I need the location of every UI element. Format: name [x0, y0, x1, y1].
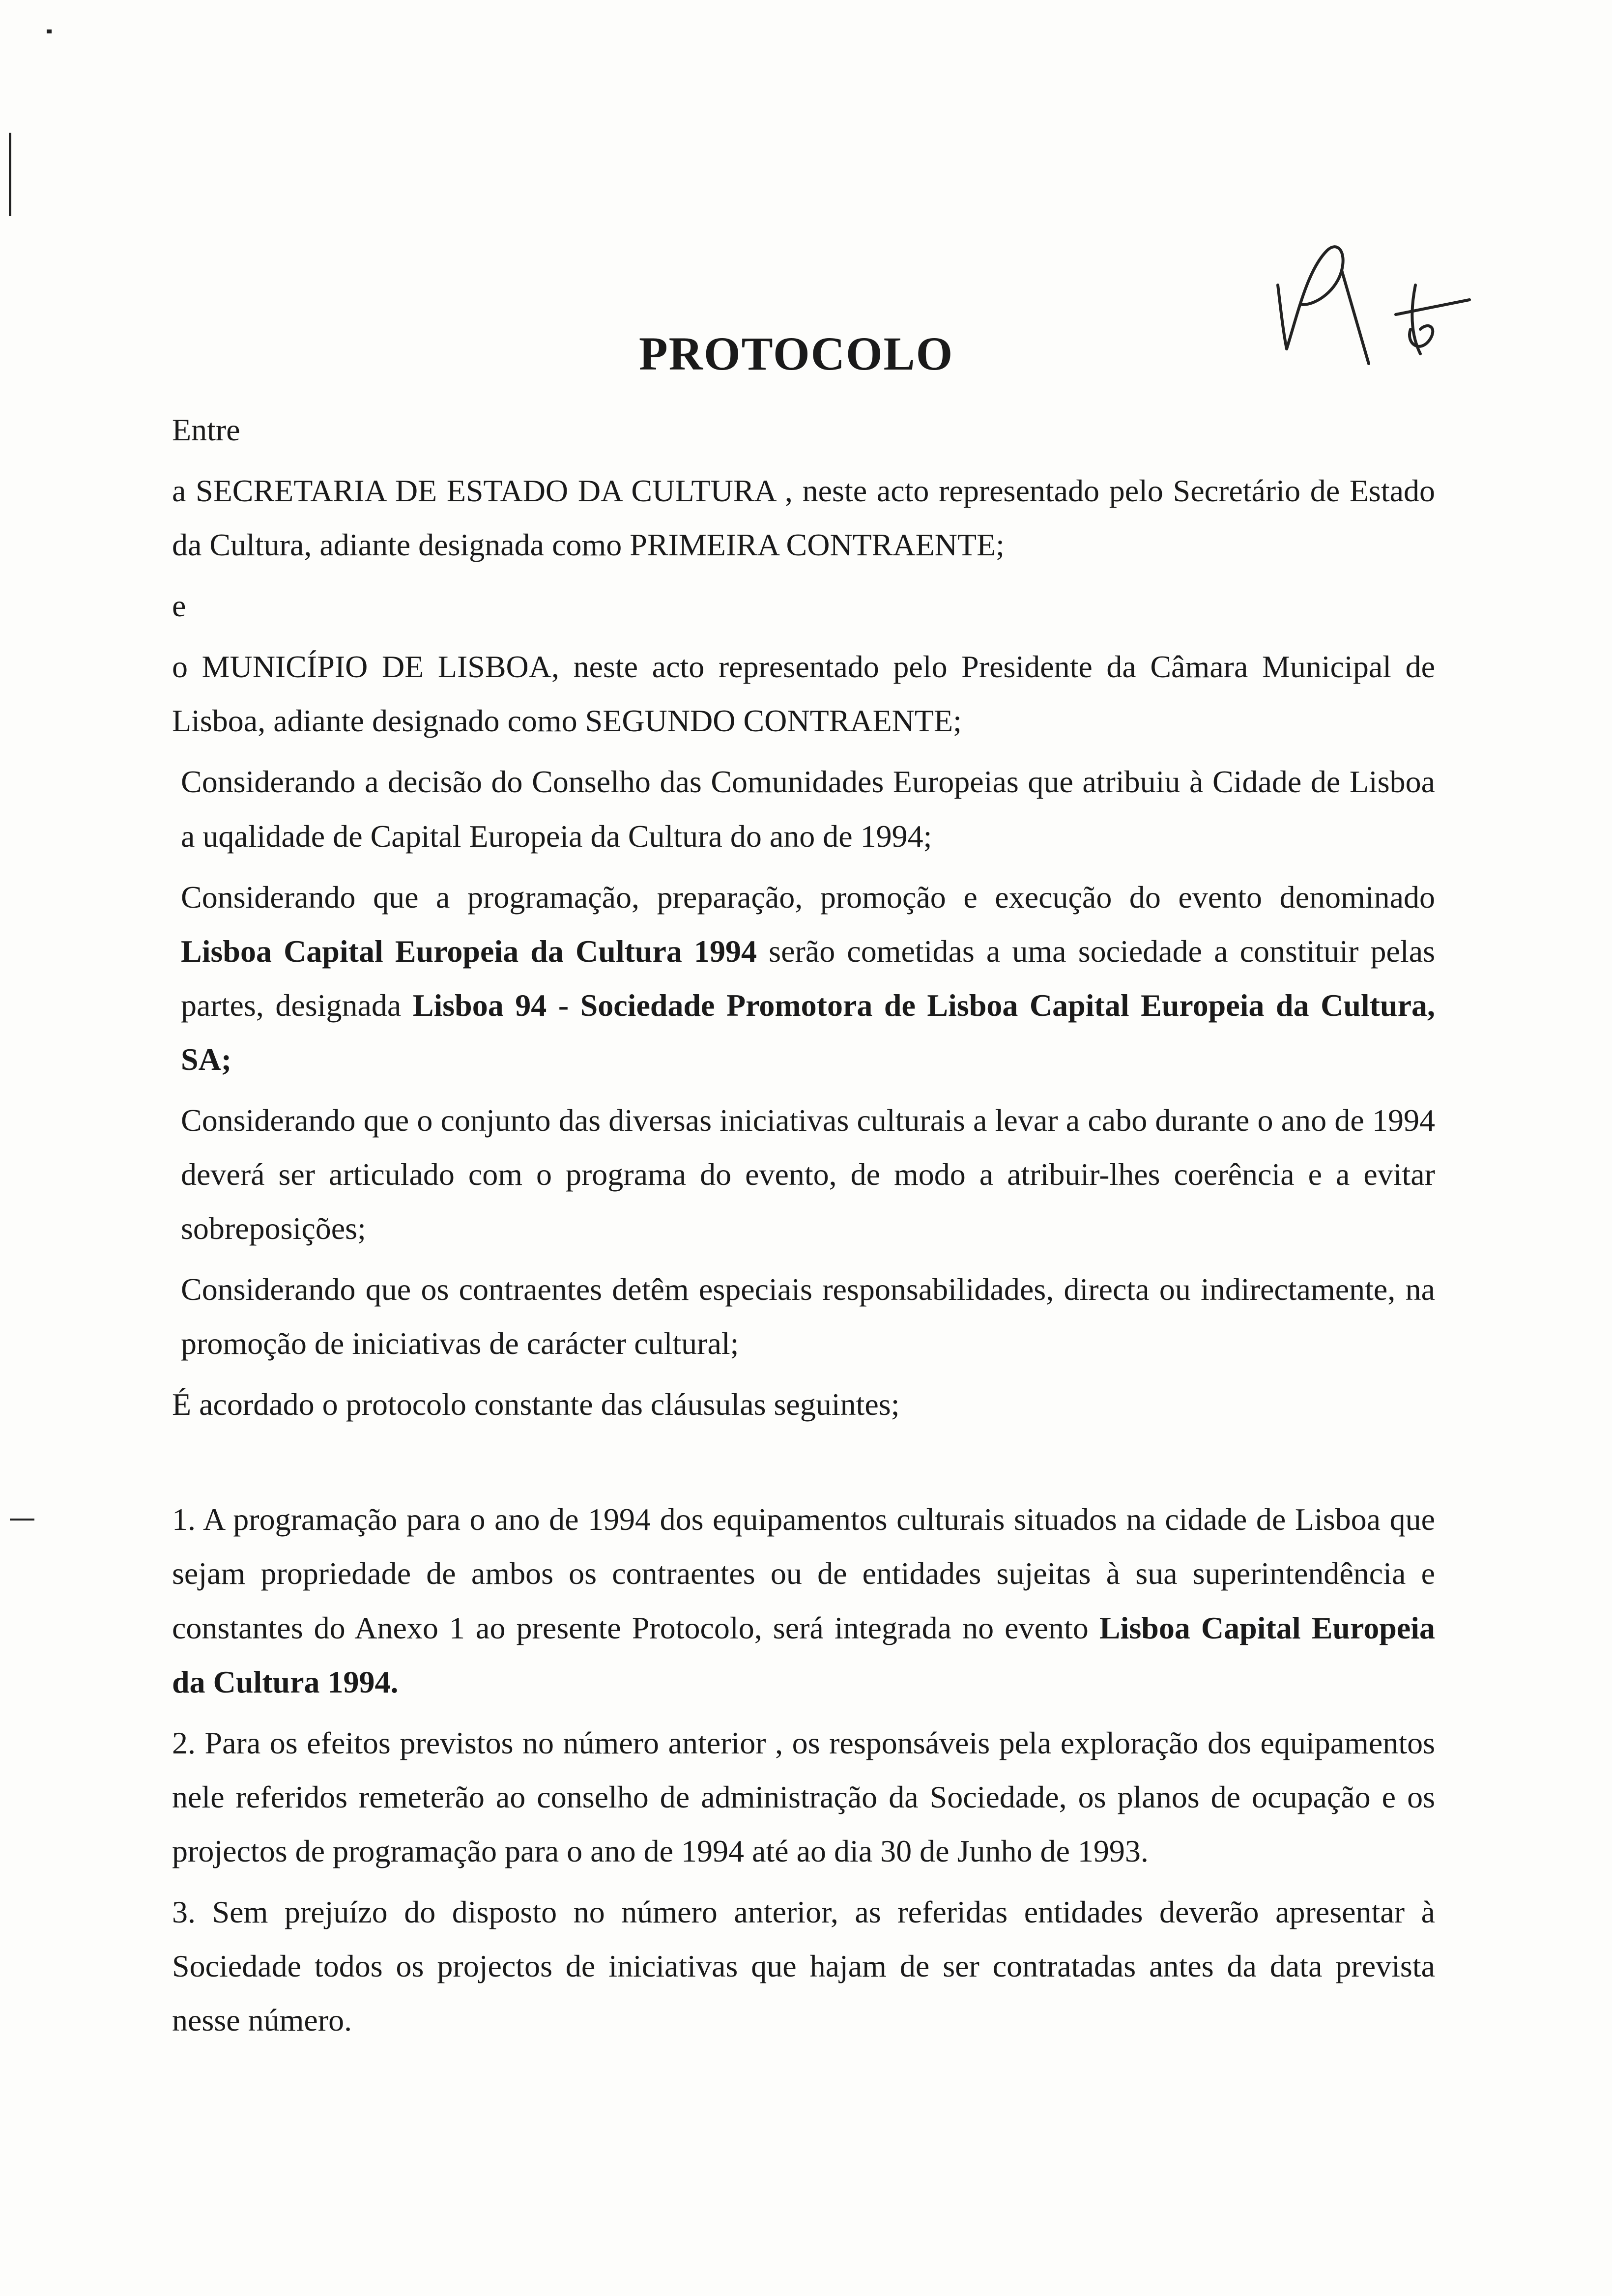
- scan-mark-top-dot: [47, 29, 52, 33]
- document-body: [172, 403, 1435, 2054]
- scan-mark-left-dash: [10, 1519, 34, 1521]
- handwritten-initials: [1263, 231, 1479, 378]
- clause-one-text: 1. A programação para o ano de 1994 dos equipamentos culturais situados na cidade de Lisboa que sejam propriedade de ambos os contraentes ou de entidades sujeitas à sua superintendência e constantes do Anexo 1 ao presente Protocolo, será integrada no evento: [172, 1502, 1435, 1645]
- whereas-two-text-a: Considerando que a programação, preparação, promoção e execução do evento denominado: [181, 879, 1435, 915]
- document-title: PROTOCOLO: [639, 327, 954, 380]
- intro-line: Entre: [172, 412, 240, 447]
- clause-one: [172, 1492, 1435, 1709]
- company-name: Lisboa 94 - Sociedade Promotora de Lisboa Capital Europeia da Cultura, SA;: [181, 987, 1435, 1077]
- whereas-three: Considerando que o conjunto das diversas iniciativas culturais a levar a cabo durante o ano de 1994 deverá ser articulado com o programa do evento, de modo a atribuir-lhes coerência e a evitar sobreposições;: [181, 1102, 1435, 1246]
- clause-three: 3. Sem prejuízo do disposto no número anterior, as referidas entidades deverão apresentar à Sociedade todos os projectos de iniciativas que hajam de ser contratadas antes da data prevista nesse número.: [172, 1894, 1435, 2038]
- clause-one-event-name: Lisboa Capital Europeia da Cultura 1994.: [172, 1610, 1436, 1699]
- event-name: Lisboa Capital Europeia da Cultura 1994: [181, 933, 757, 969]
- whereas-one: Considerando a decisão do Conselho das Comunidades Europeias que atribuiu à Cidade de Lisboa a uqalidade de Capital Europeia da Cultura do ano de 1994;: [181, 764, 1435, 854]
- section-spacer: [172, 1438, 1435, 1492]
- agreement-line: É acordado o protocolo constante das cláusulas seguintes;: [172, 1387, 900, 1422]
- party-one: a SECRETARIA DE ESTADO DA CULTURA , neste acto representado pelo Secretário de Estado da Cultura, adiante designada como PRIMEIRA CONTRAENTE;: [172, 473, 1435, 563]
- clause-two: 2. Para os efeitos previstos no número anterior , os responsáveis pela exploração dos equipamentos nele referidos remeterão ao conselho de administração da Sociedade, os planos de ocupação e os projectos de programação para o ano de 1994 até ao dia 30 de Junho de 1993.: [172, 1725, 1435, 1868]
- whereas-two: [172, 870, 1435, 1087]
- whereas-four: Considerando que os contraentes detêm especiais responsabilidades, directa ou indirectamente, na promoção de iniciativas de carácter cultural;: [181, 1272, 1435, 1361]
- whereas-two-text-c: serão cometidas a uma sociedade a constituir pelas partes, designada: [181, 933, 1436, 1023]
- conjunction: e: [172, 588, 186, 624]
- scan-mark-left-edge: [9, 133, 11, 216]
- party-two: o MUNICÍPIO DE LISBOA, neste acto representado pelo Presidente da Câmara Municipal de Lisboa, adiante designado como SEGUNDO CONTRAENTE;: [172, 649, 1435, 739]
